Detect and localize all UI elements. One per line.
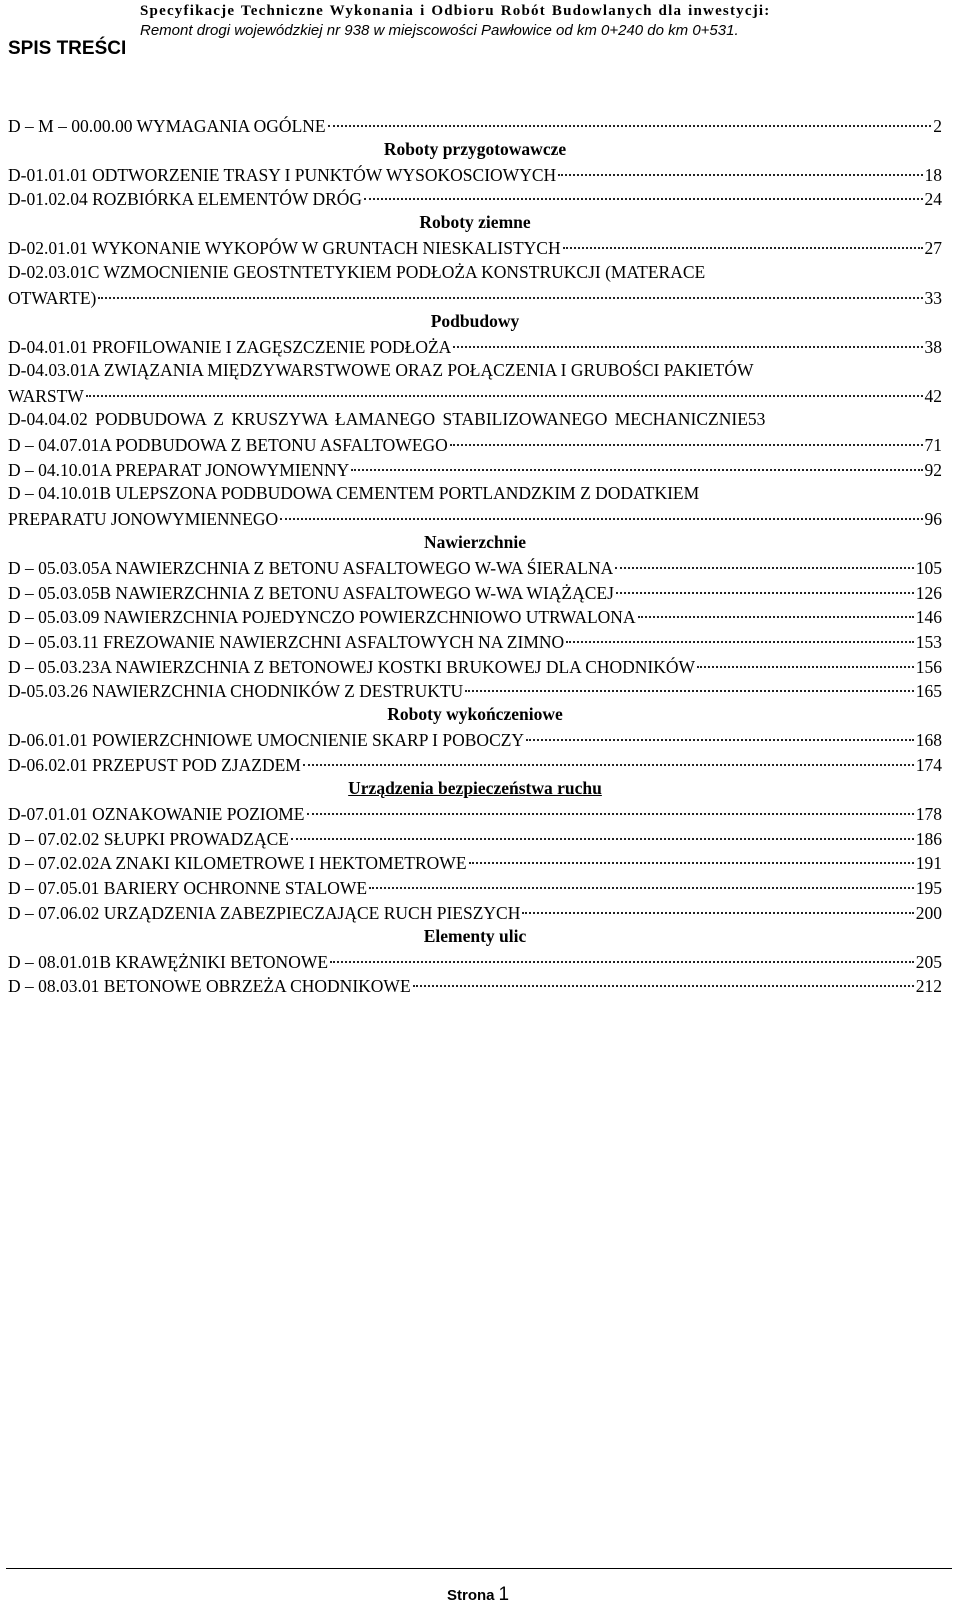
toc-entry[interactable] xyxy=(8,456,942,481)
toc-entry-page: 186 xyxy=(915,828,942,849)
toc-entry-title: D – 07.06.02 URZĄDZENIA ZABEZPIECZAJĄCE RUCH PIESZYCH xyxy=(8,902,521,923)
toc-entry-page: 195 xyxy=(915,877,942,898)
dot-leader xyxy=(522,894,913,914)
toc-entry[interactable] xyxy=(8,235,942,260)
toc-entry-page: 105 xyxy=(915,558,942,579)
toc-entry-page: 174 xyxy=(915,754,942,775)
toc-entry-title: D – 05.03.05B NAWIERZCHNIA Z BETONU ASFALTOWEGO W-WA WIĄŻĄCEJ xyxy=(8,582,614,603)
dot-leader xyxy=(280,501,922,521)
toc-entry-title: D – 08.01.01B KRAWĘŻNIKI BETONOWE xyxy=(8,951,329,972)
toc-entry-title: WARSTW xyxy=(8,386,84,407)
dot-leader xyxy=(413,968,914,988)
dot-leader xyxy=(526,722,914,742)
toc-entry-title: D-04.04.02 PODBUDOWA Z KRUSZYWA ŁAMANEGO STABILIZOWANEGO MECHANICZNIE xyxy=(8,409,748,430)
toc-entry-page: 96 xyxy=(924,509,942,529)
toc-entry-title: D – 05.03.09 NAWIERZCHNIA POJEDYNCZO POWIERZCHNIOWO UTRWALONA xyxy=(8,607,636,628)
section-heading: Roboty ziemne xyxy=(419,212,531,233)
section-heading: Roboty przygotowawcze xyxy=(383,138,567,159)
toc-entry-page: 18 xyxy=(924,164,942,185)
toc-entry[interactable] xyxy=(8,973,942,998)
toc-entry-page: 126 xyxy=(915,582,942,603)
dot-leader xyxy=(364,181,922,201)
toc-entry-page: 178 xyxy=(915,804,942,825)
section-heading: Elementy ulic xyxy=(423,925,527,946)
toc-entry-title: D – 04.10.01A PREPARAT JONOWYMIENNY xyxy=(8,459,350,480)
document-header xyxy=(140,2,940,40)
dot-leader xyxy=(638,599,914,619)
dot-leader xyxy=(330,943,914,963)
toc-entry[interactable] xyxy=(8,186,942,211)
toc-entry-title: OTWARTE) xyxy=(8,287,97,308)
toc-entry-page: 71 xyxy=(924,435,942,456)
toc-entry-title: D – M – 00.00.00 WYMAGANIA OGÓLNE xyxy=(8,115,326,136)
toc-entry-page: 53 xyxy=(747,409,766,430)
toc-entry-title: D – 07.05.01 BARIERY OCHRONNE STALOWE xyxy=(8,877,368,898)
toc-entry-title-line1: D-02.03.01C WZMOCNIENIE GEOSTNTETYKIEM PODŁOŻA KONSTRUKCJI (MATERACE xyxy=(8,261,706,282)
toc-entry-page: 42 xyxy=(924,386,942,407)
toc-entry-title: D-01.01.01 ODTWORZENIE TRASY I PUNKTÓW WYSOKOSCIOWYCH xyxy=(8,164,557,185)
toc-entry-title: D – 04.07.01A PODBUDOWA Z BETONU ASFALTOWEGO xyxy=(8,435,448,456)
toc-entry[interactable] xyxy=(8,112,942,137)
toc-entry-page: 168 xyxy=(915,730,942,751)
toc-entry-title-line1: D – 04.10.01B ULEPSZONA PODBUDOWA CEMENTEM PORTLANDZKIM Z DODATKIEM xyxy=(8,482,700,503)
toc-entry-page: 200 xyxy=(915,902,942,923)
toc-entry-page: 27 xyxy=(924,238,942,259)
toc-entry-title: D – 07.02.02A ZNAKI KILOMETROWE I HEKTOMETROWE xyxy=(8,853,467,874)
header-subtitle: Remont drogi wojewódzkiej nr 938 w miejscowości Pawłowice od km 0+240 do km 0+531. xyxy=(140,22,739,39)
toc-entry[interactable] xyxy=(8,481,942,530)
section-heading: Roboty wykończeniowe xyxy=(387,704,563,725)
toc-entry-title: D-04.01.01 PROFILOWANIE I ZAGĘSZCZENIE PODŁOŻA xyxy=(8,336,452,357)
header-title: Specyfikacje Techniczne Wykonania i Odbioru Robót Budowlanych dla inwestycji: xyxy=(140,3,771,19)
toc-entry-page: 205 xyxy=(915,951,942,972)
toc-entry-title: D-06.02.01 PRZEPUST POD ZJAZDEM xyxy=(8,754,301,775)
toc-entry-title: D – 05.03.23A NAWIERZCHNIA Z BETONOWEJ KOSTKI BRUKOWEJ DLA CHODNIKÓW xyxy=(8,656,696,677)
dot-leader xyxy=(328,107,932,127)
dot-leader xyxy=(558,156,922,176)
toc-entry-title: D – 05.03.05A NAWIERZCHNIA Z BETONU ASFALTOWEGO W-WA ŚIERALNA xyxy=(8,558,614,579)
toc-entry[interactable] xyxy=(8,678,942,703)
toc-entry-title: D-05.03.26 NAWIERZCHNIA CHODNIKÓW Z DESTRUKTU xyxy=(8,681,464,702)
toc-entry-page: 146 xyxy=(915,607,942,628)
toc-entry-page: 24 xyxy=(924,189,942,210)
toc-entry-title: D – 08.03.01 BETONOWE OBRZEŻA CHODNIKOWE xyxy=(8,976,411,997)
toc-entry-page: 92 xyxy=(924,459,942,480)
table-of-contents xyxy=(8,112,942,997)
footer-divider xyxy=(6,1568,952,1569)
dot-leader xyxy=(303,746,914,766)
toc-entry-title: D – 07.02.02 SŁUPKI PROWADZĄCE xyxy=(8,828,289,849)
toc-entry-page: 2 xyxy=(933,115,942,136)
dot-leader xyxy=(469,845,914,865)
dot-leader xyxy=(616,574,914,594)
toc-entry[interactable] xyxy=(8,751,942,776)
section-heading: Podbudowy xyxy=(430,310,520,331)
toc-entry[interactable] xyxy=(8,333,942,358)
dot-leader xyxy=(615,550,913,570)
toc-entry[interactable] xyxy=(8,899,942,924)
dot-leader xyxy=(369,869,914,889)
toc-entry-page: 153 xyxy=(915,631,942,652)
toc-entry-page: 38 xyxy=(924,336,942,357)
toc-entry-title: D-07.01.01 OZNAKOWANIE POZIOME xyxy=(8,804,305,825)
toc-entry-page: 33 xyxy=(924,287,942,308)
toc-entry-page: 191 xyxy=(915,853,942,874)
dot-leader xyxy=(563,230,923,250)
toc-entry-page: 165 xyxy=(915,681,942,702)
toc-entry-page: 156 xyxy=(915,656,942,677)
dot-leader xyxy=(98,279,922,299)
dot-leader xyxy=(566,623,914,643)
section-heading-text: Urządzenia bezpieczeństwa ruchu xyxy=(348,778,602,799)
toc-entry-title: PREPARATU JONOWYMIENNEGO xyxy=(8,509,279,529)
page-number: 1 xyxy=(498,1584,510,1605)
dot-leader xyxy=(450,427,923,447)
dot-leader xyxy=(307,796,914,816)
toc-entry-title: D-02.01.01 WYKONANIE WYKOPÓW W GRUNTACH NIESKALISTYCH xyxy=(8,238,561,259)
dot-leader xyxy=(351,451,922,471)
dot-leader xyxy=(86,378,923,398)
toc-entry-title: D – 05.03.11 FREZOWANIE NAWIERZCHNI ASFALTOWYCH NA ZIMNO xyxy=(8,631,565,652)
toc-entry[interactable] xyxy=(8,358,942,407)
dot-leader xyxy=(465,673,914,693)
toc-entry-title-line1: D-04.03.01A ZWIĄZANIA MIĘDZYWARSTWOWE ORAZ POŁĄCZENIA I GRUBOŚCI PAKIETÓW xyxy=(8,359,754,380)
dot-leader xyxy=(291,820,914,840)
section-heading: Nawierzchnie xyxy=(423,532,527,553)
toc-entry-title: D-01.02.04 ROZBIÓRKA ELEMENTÓW DRÓG xyxy=(8,189,363,210)
toc-entry[interactable] xyxy=(8,260,942,309)
dot-leader xyxy=(697,648,914,668)
toc-entry-title: D-06.01.01 POWIERZCHNIOWE UMOCNIENIE SKARP I POBOCZY xyxy=(8,730,525,751)
dot-leader xyxy=(453,328,922,348)
page-footer xyxy=(447,1584,509,1606)
footer-label: Strona xyxy=(447,1587,495,1604)
toc-title: SPIS TREŚCI xyxy=(8,38,127,59)
toc-entry-page: 212 xyxy=(915,976,942,997)
